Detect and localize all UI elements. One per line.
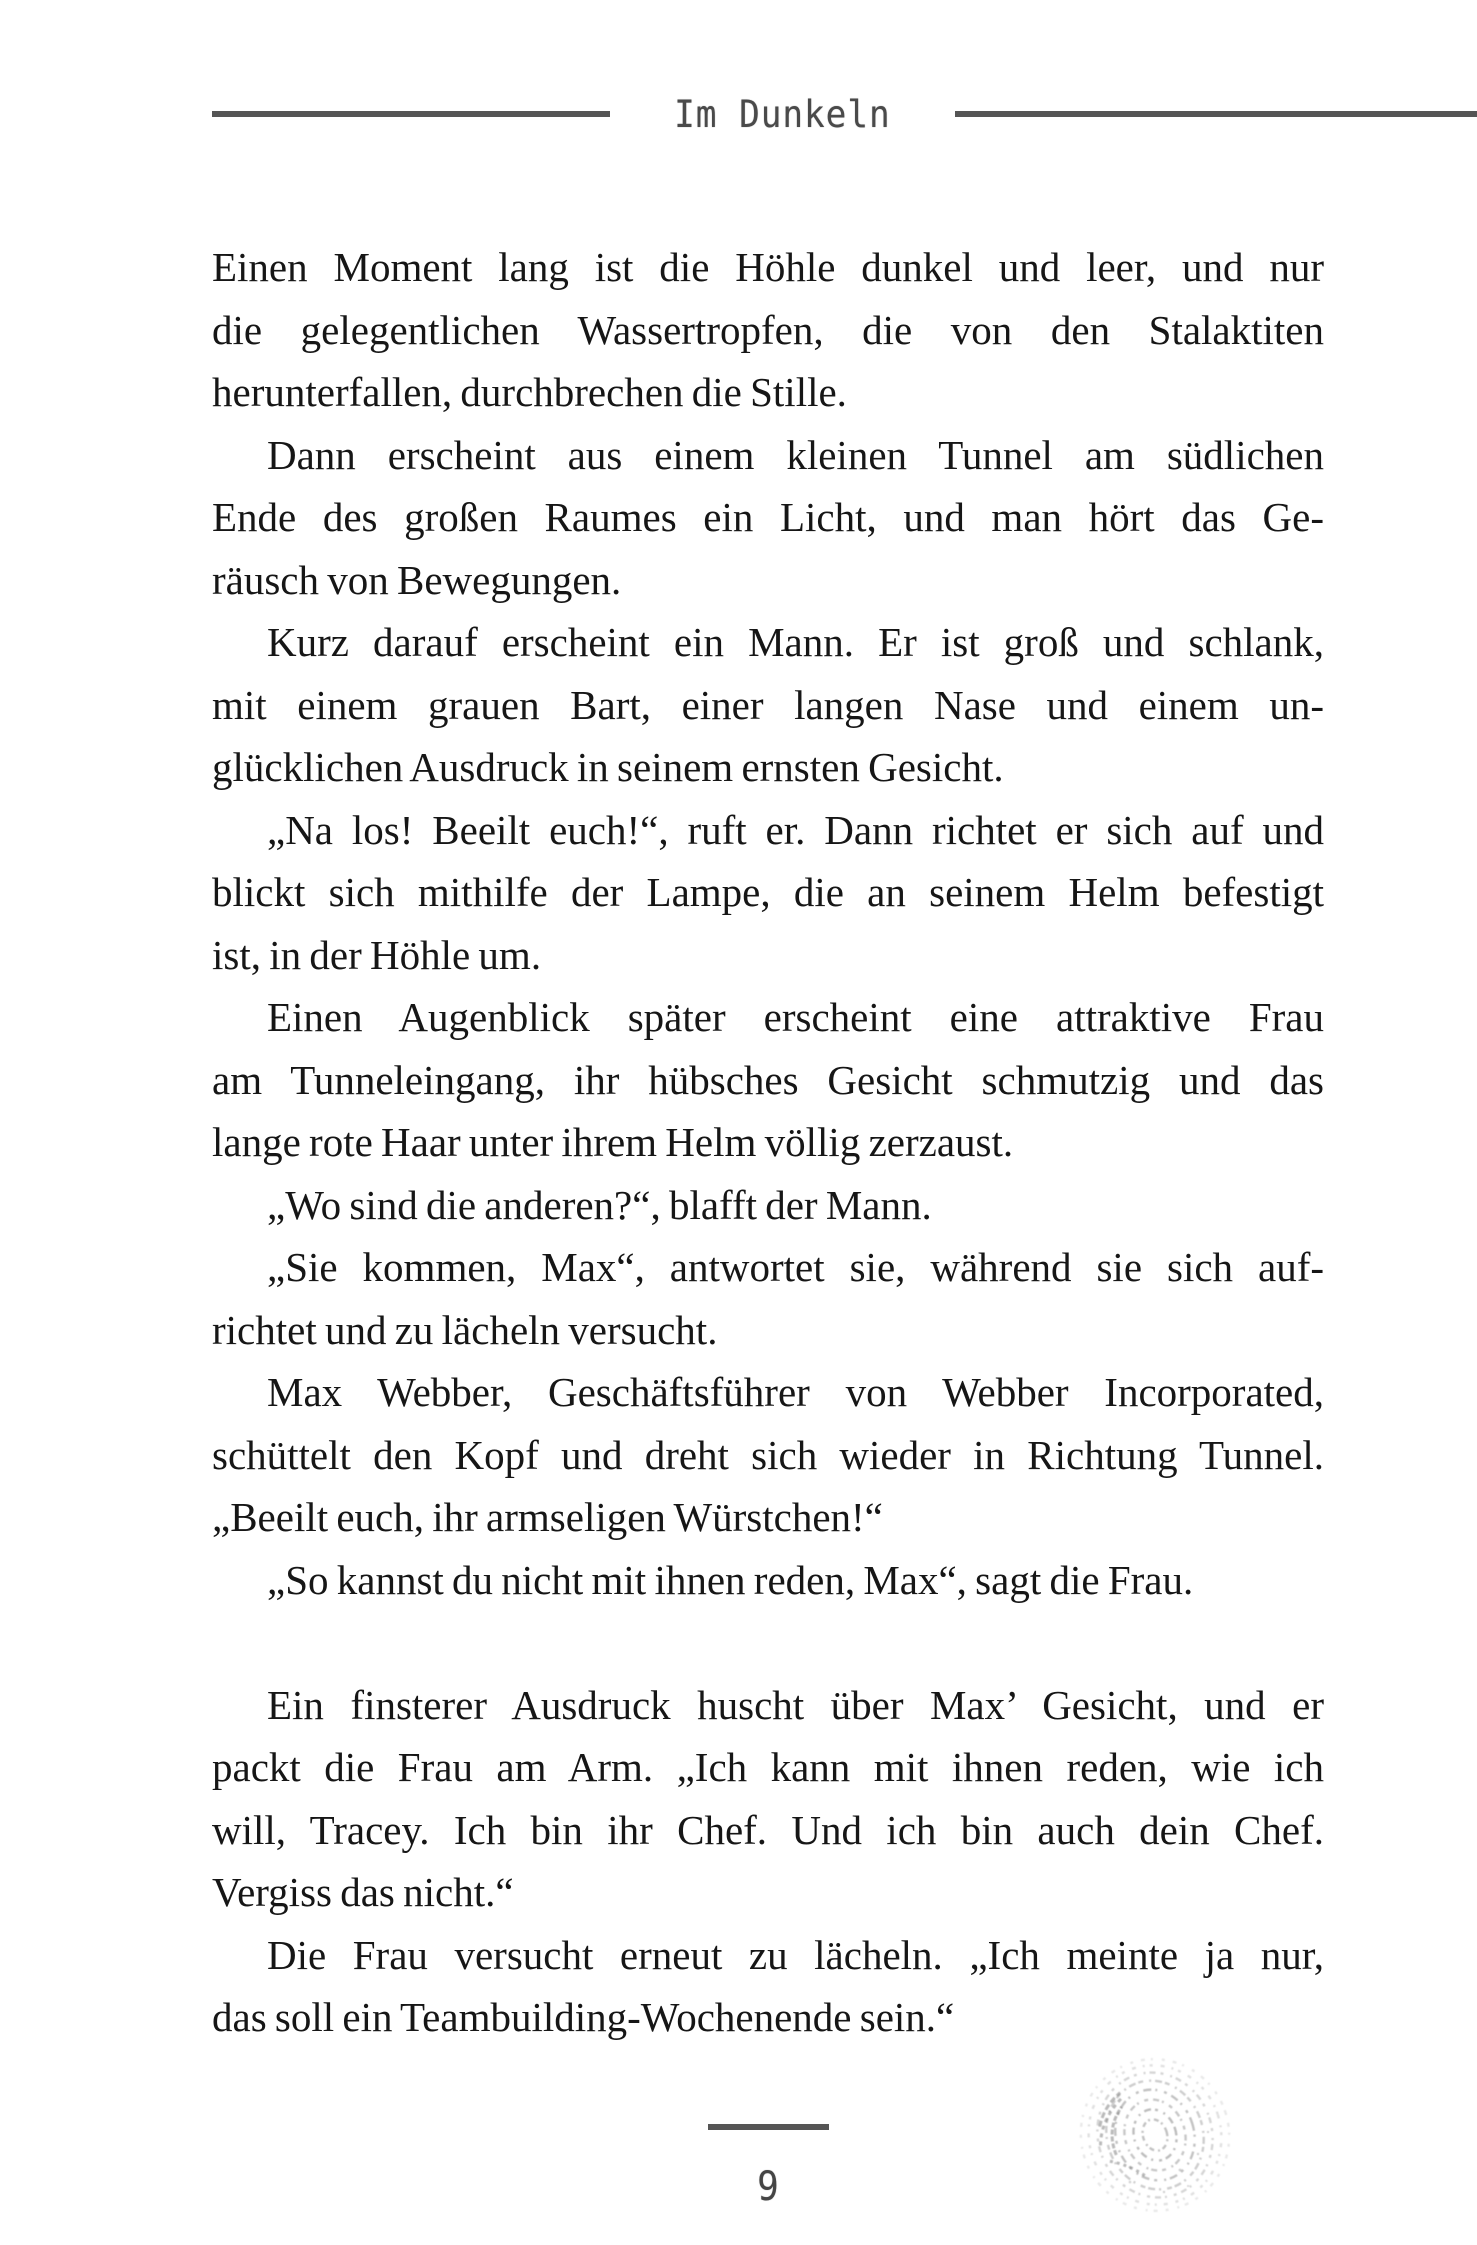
text-line: die gelegentlichen Wassertropfen, die von den Stalaktiten (212, 306, 1324, 353)
text-line: packt die Frau am Arm. „Ich kann mit ihnen reden, wie ich (212, 1744, 1324, 1790)
text-line: lange rote Haar unter ihrem Helm völlig zerzaust. (212, 1119, 1014, 1165)
text-line: schüttelt den Kopf und dreht sich wieder in Richtung Tunnel. (212, 1431, 1324, 1478)
page-number: 9 (757, 2164, 779, 2210)
text-line: Ende des großen Raumes ein Licht, und man hört das Ge- (212, 494, 1324, 540)
text-line: Dann erscheint aus einem kleinen Tunnel am südlichen (267, 431, 1324, 478)
text-line: richtet und zu lächeln versucht. (212, 1306, 718, 1353)
text-line: „Wo sind die anderen?“, blafft der Mann. (267, 1181, 932, 1228)
text-line: Ein finsterer Ausdruck huscht über Max’ Gesicht, und er (267, 1681, 1324, 1728)
text-line: Kurz darauf erscheint ein Mann. Er ist groß und schlank, (267, 619, 1324, 665)
text-line: glücklichen Ausdruck in seinem ernsten Gesicht. (212, 744, 1004, 790)
text-line: Die Frau versucht erneut zu lächeln. „Ich meinte ja nur, (267, 1931, 1324, 1978)
header-rule-left (212, 111, 610, 117)
fingerprint-speckles (1129, 2131, 1209, 2193)
text-line: blickt sich mithilfe der Lampe, die an seinem Helm befestigt (212, 869, 1324, 915)
footer-rule (708, 2124, 829, 2130)
text-line: Einen Augenblick später erscheint eine attraktive Frau (267, 994, 1324, 1040)
text-line: ist, in der Höhle um. (212, 931, 542, 978)
text-line: herunterfallen, durchbrechen die Stille. (212, 369, 847, 415)
text-line: Vergiss das nicht.“ (212, 1869, 514, 1915)
fingerprint-icon (1060, 2050, 1260, 2225)
text-line: „Sie kommen, Max“, antwortet sie, während sie sich auf- (267, 1244, 1324, 1290)
text-line: „So kannst du nicht mit ihnen reden, Max“, sagt die Frau. (267, 1556, 1194, 1603)
text-line: räusch von Bewegungen. (212, 556, 622, 603)
running-header-title: Im Dunkeln (674, 92, 891, 136)
text-line: „Beeilt euch, ihr armseligen Würstchen!“ (212, 1494, 883, 1540)
text-line: das soll ein Teambuilding-Wochenende sein.“ (212, 1994, 955, 2040)
text-line: Max Webber, Geschäftsführer von Webber Incorporated, (267, 1369, 1324, 1415)
text-line: Einen Moment lang ist die Höhle dunkel und leer, und nur (212, 244, 1324, 290)
text-line: mit einem grauen Bart, einer langen Nase und einem un- (212, 681, 1324, 728)
text-line: „Na los! Beeilt euch!“, ruft er. Dann richtet er sich auf und (267, 806, 1324, 853)
text-line: will, Tracey. Ich bin ihr Chef. Und ich bin auch dein Chef. (212, 1806, 1324, 1853)
fingerprint-ridges (1061, 2050, 1249, 2225)
page-header (212, 92, 1477, 136)
text-line: am Tunneleingang, ihr hübsches Gesicht schmutzig und das (212, 1056, 1324, 1103)
body-text (212, 236, 1324, 2049)
header-rule-right (955, 111, 1477, 117)
